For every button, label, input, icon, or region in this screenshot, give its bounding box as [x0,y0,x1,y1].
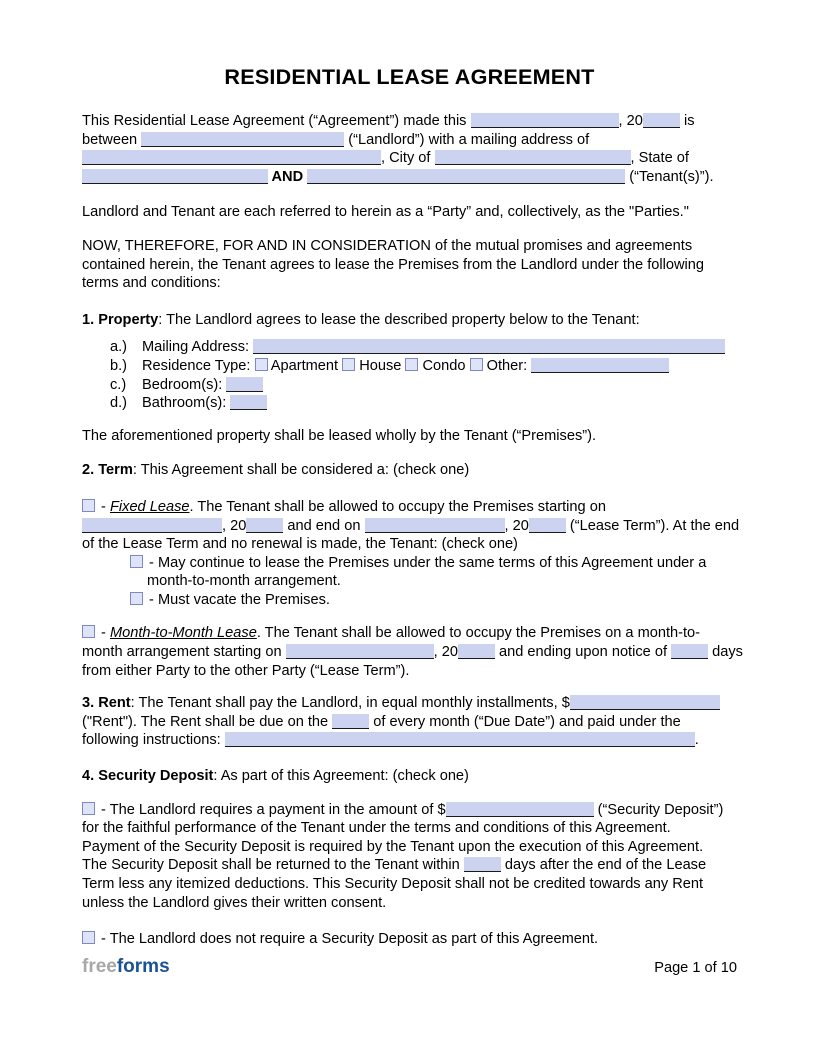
rent-amount-field[interactable] [570,695,720,710]
premises-note-paragraph [82,427,737,446]
intro-text-1b: , 20 [618,113,643,129]
deposit-required-block [82,801,737,913]
bathrooms-field[interactable] [230,395,267,410]
deposit-text-4a: The Security Deposit shall be returned to the Tenant within [82,857,464,874]
intro-text-1c: is [679,113,695,129]
consideration-text-1: NOW, THEREFORE, FOR AND IN CONSIDERATION of the mutual promises and agreements [82,237,693,254]
option-condo-label: Condo [418,357,470,374]
landlord-name-field[interactable] [141,132,344,147]
fixed-lease-text-2b: and end on [283,517,365,534]
item-d-label: d.) [110,395,128,412]
fixed-option-continue-text-1: - May continue to lease the Premises under the same terms of this Agreement under a [145,554,707,571]
rent-text-2a: ("Rent"). The Rent shall be due on the [82,713,333,730]
intro-text-2b: (“Landlord”) with a mailing address of [344,131,590,148]
deposit-heading-number: 4. Security Deposit [82,768,214,785]
landlord-city-field[interactable] [435,150,631,165]
checkbox-condo[interactable] [405,358,418,371]
fixed-lease-text-2c: , 20 [504,517,529,534]
checkbox-security-deposit-required[interactable] [82,802,95,815]
deposit-line-5 [82,875,737,894]
fixed-lease-text-3: of the Lease Term and no renewal is made, the Tenant: (check one) [82,536,518,553]
fixed-lease-block [82,498,740,610]
intro-text-1a: This Residential Lease Agreement (“Agreement”) made this [82,113,471,129]
tenant-names-field[interactable] [307,169,625,184]
fixed-lease-line-2 [82,517,740,536]
checkbox-must-vacate[interactable] [130,592,143,605]
m2m-lease-name: Month-to-Month Lease [109,625,257,642]
intro-text-2a: between [82,131,142,148]
item-c-label: c.) [110,376,127,393]
m2m-text-2b: , 20 [433,644,458,661]
m2m-line-1 [82,624,737,643]
landlord-street-address-field[interactable] [82,150,381,165]
consideration-paragraph [82,237,737,293]
option-house-label: House [355,357,406,374]
deposit-text-5: Term less any itemized deductions. This Security Deposit shall not be credited towards any Rent [82,876,704,892]
logo-free-text: free [82,956,117,977]
logo-forms-text: forms [116,956,170,977]
rent-text-2b: of every month (“Due Date”) and paid under the [369,713,681,730]
page-footer [82,956,737,978]
intro-paragraph [82,112,737,186]
rent-text-1: : The Tenant shall pay the Landlord, in equal monthly installments, $ [130,695,570,712]
no-deposit-text: - The Landlord does not require a Security Deposit as part of this Agreement. [97,931,599,948]
intro-line-4 [82,168,737,187]
property-heading-number: 1. Property [82,311,159,328]
item-c-text: Bedroom(s): [142,376,227,393]
page-title: RESIDENTIAL LEASE AGREEMENT [224,64,595,89]
checkbox-month-to-month-lease[interactable] [82,625,95,638]
fixed-option-vacate-line [82,591,737,610]
intro-text-4a: AND [268,168,308,185]
fixed-lease-dash: - [97,498,110,515]
option-other-label: Other: [482,357,532,374]
checkbox-continue-month-to-month[interactable] [130,555,143,568]
m2m-start-year-field[interactable] [458,644,495,659]
fixed-start-year-field[interactable] [246,518,283,533]
intro-line-1 [82,112,737,131]
property-item-bathrooms [82,394,737,413]
checkbox-other[interactable] [470,358,483,371]
deposit-not-required-block [82,930,737,949]
deposit-line-2 [82,819,737,838]
rent-heading-number: 3. Rent [82,695,131,712]
property-item-mailing-address [82,338,737,357]
property-heading-text: : The Landlord agrees to lease the described property below to the Tenant: [158,311,640,328]
intro-text-3b: , State of [630,150,689,167]
checkbox-fixed-lease[interactable] [82,499,95,512]
m2m-text-2a: month arrangement starting on [82,644,286,661]
item-b-text: Residence Type: [142,357,255,374]
fixed-lease-name: Fixed Lease [109,498,190,515]
parties-text: Landlord and Tenant are each referred to herein as a “Party” and, collectively, as the "Parties." [82,204,689,221]
checkbox-house[interactable] [342,358,355,371]
payment-instructions-field[interactable] [225,732,695,747]
deposit-text-6: unless the Landlord gives their written consent. [82,894,387,911]
deposit-text-4b: days after the end of the Lease [500,857,707,874]
premises-note-text: The aforementioned property shall be leased wholly by the Tenant (“Premises”). [82,427,597,444]
fixed-option-vacate-text: - Must vacate the Premises. [145,591,330,608]
rent-line-1 [82,694,737,713]
intro-line-2 [82,131,737,150]
property-item-residence-type [82,357,737,376]
item-d-text: Bathroom(s): [142,395,231,412]
rent-due-day-field[interactable] [332,714,369,729]
deposit-text-3: Payment of the Security Deposit is required by the Tenant upon the execution of this Agreement. [82,838,704,855]
fixed-option-continue-text-2: month-to-month arrangement. [147,573,341,590]
deposit-text-1b: (“Security Deposit”) [593,801,724,818]
consideration-text-2: contained herein, the Tenant agrees to lease the Premises from the Landlord under the following [82,256,704,273]
freeforms-logo [82,956,170,978]
deposit-amount-field[interactable] [446,802,594,817]
month-to-month-block [82,624,743,680]
parties-paragraph [82,203,737,222]
deposit-line-4 [82,856,737,875]
landlord-state-field[interactable] [82,169,268,184]
m2m-dash: - [97,625,110,642]
term-heading-text: : This Agreement shall be considered a: (check one) [132,462,470,479]
fixed-option-continue-line-1 [82,554,737,573]
checkbox-apartment[interactable] [255,358,268,371]
m2m-start-date-field[interactable] [286,644,434,659]
m2m-text-1: . The Tenant shall be allowed to occupy the Premises on a month-to- [256,625,701,642]
rent-line-2 [82,713,737,732]
item-a-text: Mailing Address: [142,339,254,356]
property-item-bedrooms [82,376,737,395]
property-section-heading [82,311,737,330]
rent-text-3a: following instructions: [82,732,225,749]
rent-text-3b: . [694,732,699,749]
deposit-line-1 [82,801,737,820]
fixed-lease-line-1 [82,498,737,517]
consideration-text-3: terms and conditions: [82,275,221,292]
fixed-lease-text-1: . The Tenant shall be allowed to occupy the Premises starting on [189,498,606,515]
fixed-end-year-field[interactable] [529,518,566,533]
deposit-line-6 [82,894,737,913]
deposit-heading-text: : As part of this Agreement: (check one) [213,768,469,785]
item-a-label: a.) [110,339,128,356]
m2m-line-3 [82,662,737,681]
intro-text-3a: , City of [381,150,435,167]
term-section-heading [82,461,737,480]
m2m-text-3: from either Party to the other Party (“Lease Term”). [82,662,410,679]
fixed-option-continue-line-2 [82,572,737,591]
deposit-line-3 [82,838,737,857]
deposit-section-heading [82,767,737,786]
fixed-lease-text-2d: (“Lease Term”). At the end [565,517,740,534]
rent-line-3 [82,731,737,750]
property-mailing-address-field[interactable] [253,339,725,354]
m2m-text-2d: days [708,644,743,661]
bedrooms-field[interactable] [226,377,263,392]
rent-block [82,694,737,750]
intro-text-4b: (“Tenant(s)”). [625,168,714,185]
m2m-text-2c: and ending upon notice of [494,644,672,661]
term-heading-number: 2. Term [82,462,133,479]
property-list [82,338,737,412]
agreement-year-field[interactable] [643,113,680,128]
intro-line-3 [82,149,737,168]
fixed-lease-text-2a: , 20 [222,517,247,534]
deposit-text-1a: - The Landlord requires a payment in the amount of $ [97,801,446,818]
checkbox-no-security-deposit[interactable] [82,931,95,944]
other-residence-type-field[interactable] [531,358,669,373]
m2m-line-2 [82,643,743,662]
option-apartment-label: Apartment [267,357,343,374]
fixed-lease-line-3 [82,535,737,554]
fixed-start-date-field[interactable] [82,518,222,533]
page-number: Page 1 of 10 [654,960,737,976]
m2m-notice-days-field[interactable] [671,644,708,659]
agreement-day-field[interactable] [471,113,619,128]
deposit-text-2: for the faithful performance of the Tenant under the terms and conditions of this Agreement. [82,820,671,837]
item-b-label: b.) [110,357,128,374]
deposit-return-days-field[interactable] [464,857,501,872]
fixed-end-date-field[interactable] [365,518,505,533]
